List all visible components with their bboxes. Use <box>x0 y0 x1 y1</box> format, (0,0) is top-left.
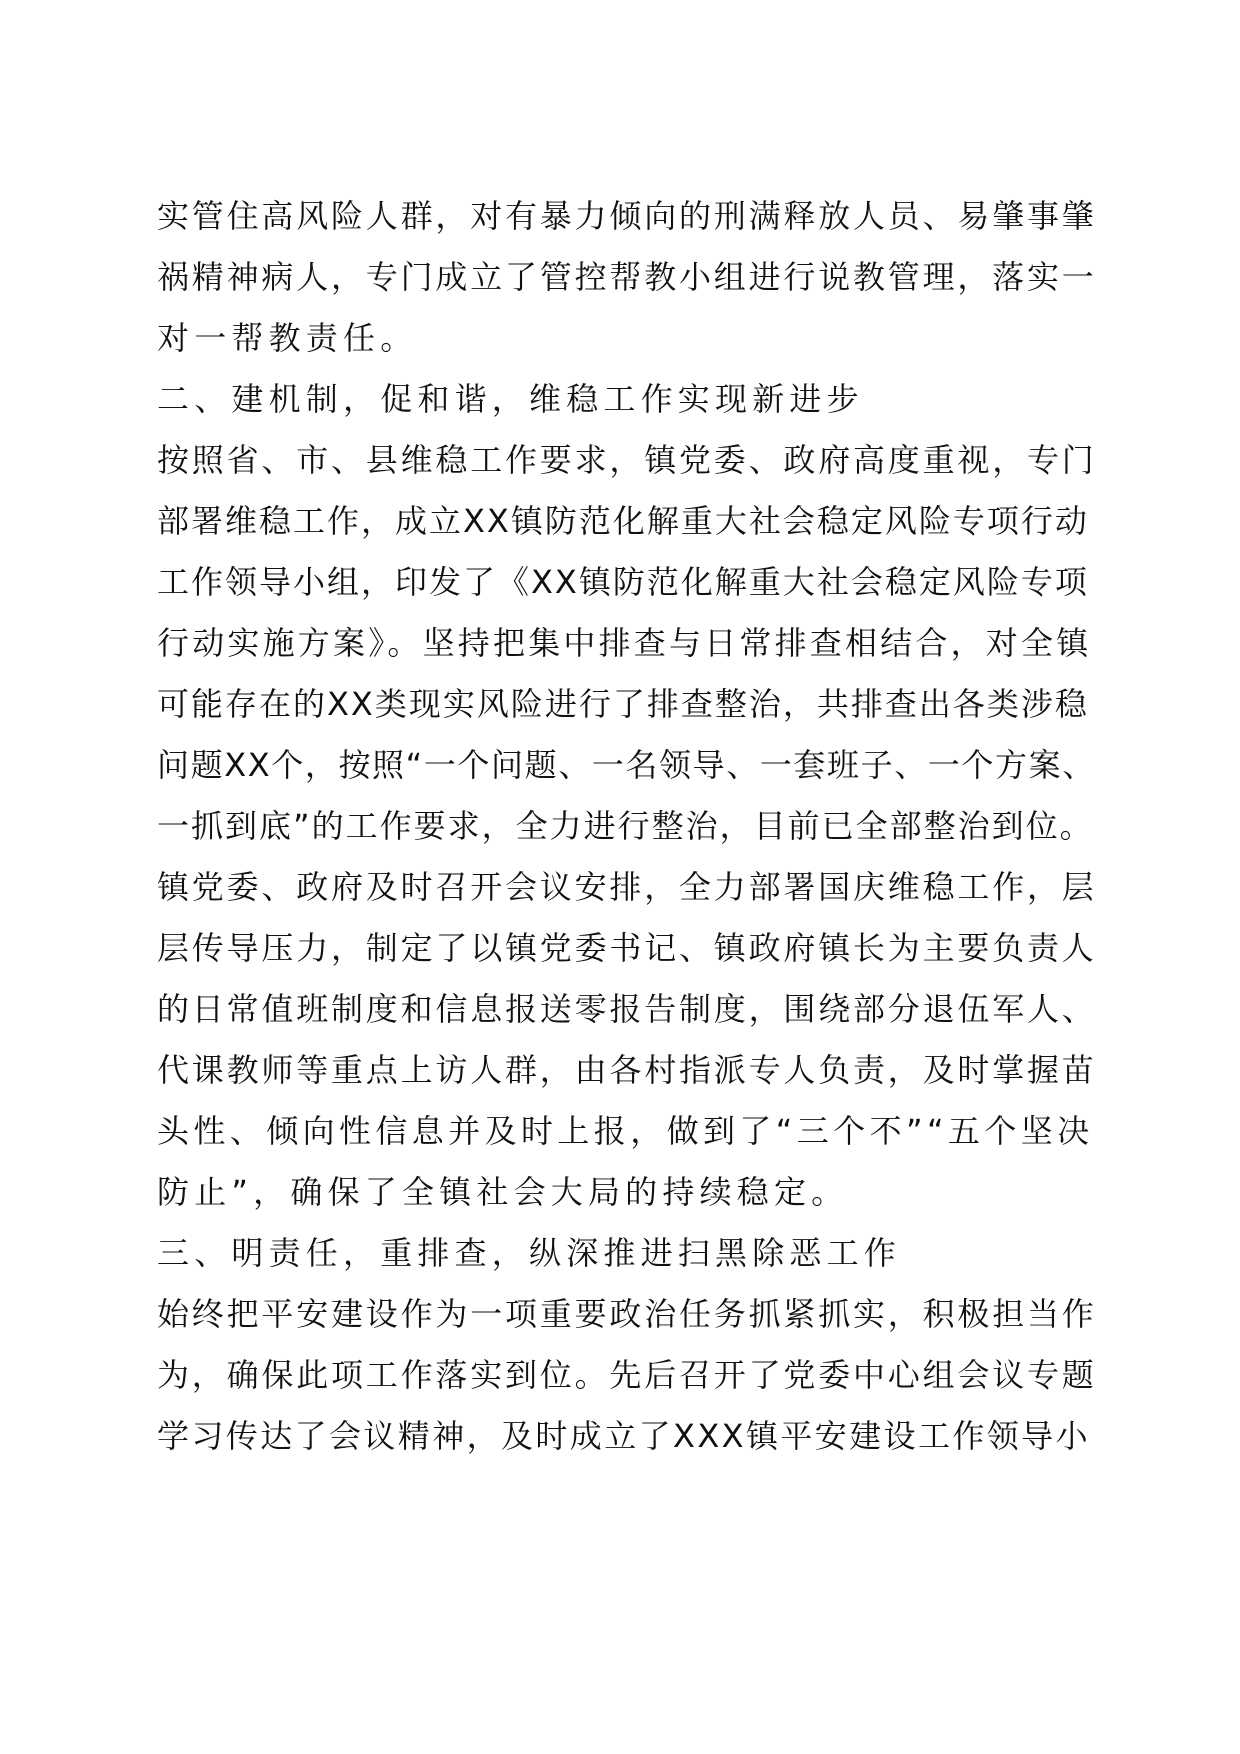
text-line: 代课教师等重点上访人群，由各村指派专人负责，及时掌握苗 <box>157 1051 1097 1089</box>
text-line: 层传导压力，制定了以镇党委书记、镇政府镇长为主要负责人 <box>157 929 1097 967</box>
text-line: 对一帮教责任。 <box>157 319 418 357</box>
text-line: 实管住高风险人群，对有暴力倾向的刑满释放人员、易肇事肇 <box>157 197 1097 235</box>
section-heading-3: 三、明责任，重排查，纵深推进扫黑除恶工作 <box>157 1234 902 1272</box>
text-line: 按照省、市、县维稳工作要求，镇党委、政府高度重视，专门 <box>157 441 1097 479</box>
document-body <box>157 186 1097 1467</box>
text-line: 头性、倾向性信息并及时上报，做到了“三个不”“五个坚决 <box>157 1112 1094 1150</box>
text-line: 行动实施方案》。坚持把集中排查与日常排查相结合，对全镇 <box>157 624 1092 662</box>
text-line: 镇党委、政府及时召开会议安排，全力部署国庆维稳工作，层 <box>157 868 1097 906</box>
text-line: 部署维稳工作，成立XX镇防范化解重大社会稳定风险专项行动 <box>157 502 1089 540</box>
text-line: 防止”，确保了全镇社会大局的持续稳定。 <box>157 1173 849 1211</box>
text-line: 学习传达了会议精神，及时成立了XXX镇平安建设工作领导小 <box>157 1417 1090 1455</box>
text-line: 问题XX个，按照“一个问题、一名领导、一套班子、一个方案、 <box>157 746 1096 784</box>
text-line: 的日常值班制度和信息报送零报告制度，围绕部分退伍军人、 <box>157 990 1097 1028</box>
section-heading-2: 二、建机制，促和谐，维稳工作实现新进步 <box>157 380 864 418</box>
text-line: 祸精神病人，专门成立了管控帮教小组进行说教管理，落实一 <box>157 258 1097 296</box>
text-line: 工作领导小组，印发了《XX镇防范化解重大社会稳定风险专项 <box>157 563 1089 601</box>
text-line: 一抓到底”的工作要求，全力进行整治，目前已全部整治到位。 <box>157 807 1094 845</box>
text-line: 始终把平安建设作为一项重要政治任务抓紧抓实，积极担当作 <box>157 1295 1097 1333</box>
text-line: 可能存在的XX类现实风险进行了排查整治，共排查出各类涉稳 <box>157 685 1089 723</box>
text-line: 为，确保此项工作落实到位。先后召开了党委中心组会议专题 <box>157 1356 1097 1394</box>
